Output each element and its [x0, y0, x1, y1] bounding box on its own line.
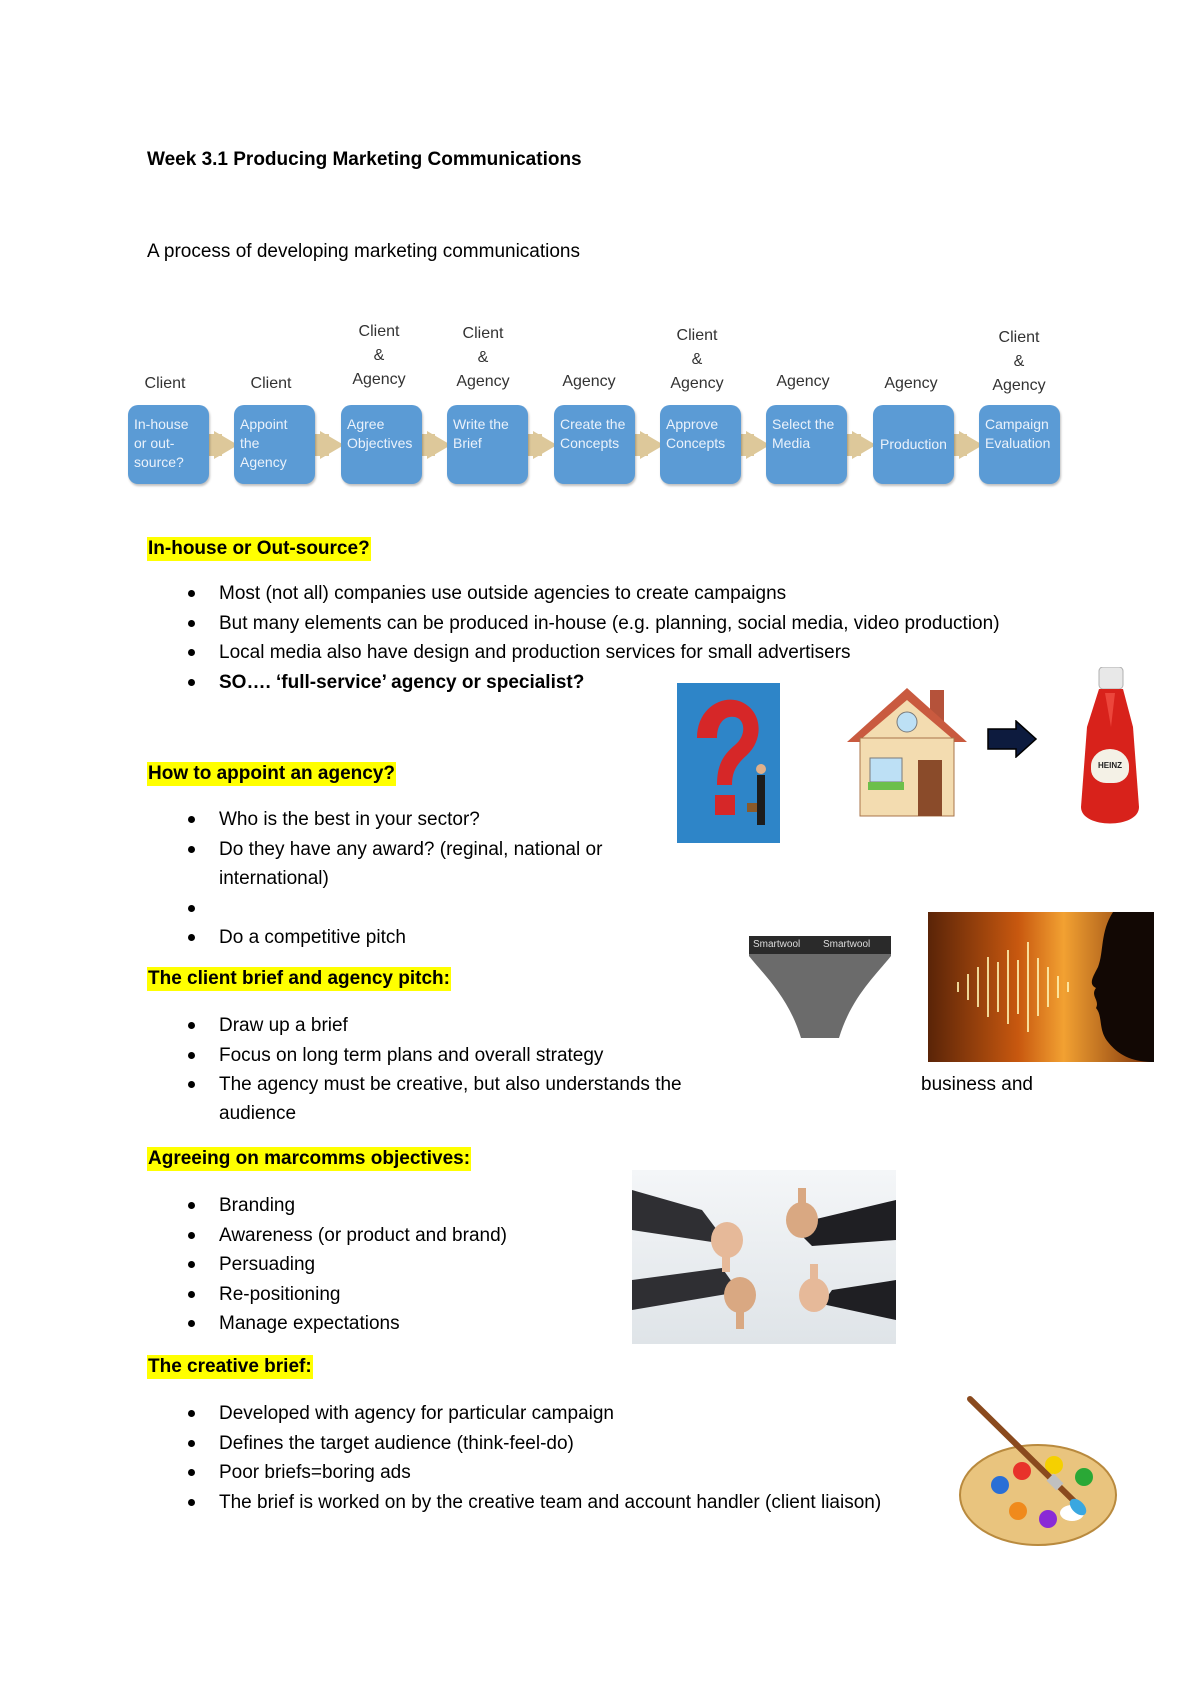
section-heading: The creative brief:: [148, 1356, 312, 1377]
intro-text: A process of developing marketing communications: [147, 241, 581, 262]
continuation-text: business and: [921, 1074, 1033, 1095]
bullet-list: [147, 1011, 682, 1100]
list-item: Do they have any award? (reginal, national or international): [147, 835, 667, 894]
waistband-text-1: Smartwool: [753, 939, 801, 950]
role-label: Agency: [776, 373, 830, 390]
list-item: The agency must be creative, but also understands the: [147, 1070, 682, 1100]
role-label: Agency: [884, 375, 938, 392]
role-label: Client & Agency: [670, 327, 724, 392]
bullet-list: [147, 1191, 507, 1339]
question-mark-image: [677, 683, 780, 843]
arrow-right-icon: [986, 720, 1038, 758]
list-item: Do a competitive pitch: [147, 923, 667, 953]
section-heading: The client brief and agency pitch:: [148, 968, 450, 989]
list-item: Re-positioning: [147, 1280, 507, 1310]
role-label: Client & Agency: [456, 325, 510, 390]
list-item: Developed with agency for particular campaign: [147, 1399, 907, 1429]
continuation-text: audience: [219, 1103, 297, 1124]
list-item: Most (not all) companies use outside agencies to create campaigns: [147, 579, 1000, 609]
bullet-list: [147, 1399, 907, 1517]
list-item: Local media also have design and production services for small advertisers: [147, 638, 1000, 668]
step-write-brief: Write the Brief: [447, 405, 528, 484]
brand-label: HEINZ: [1091, 749, 1129, 783]
step-create-concepts: Create the Concepts: [554, 405, 635, 484]
list-item: Draw up a brief: [147, 1011, 682, 1041]
list-item: SO…. ‘full-service’ agency or specialist?: [147, 668, 1000, 698]
list-item: Poor briefs=boring ads: [147, 1458, 907, 1488]
role-label: Client & Agency: [352, 323, 406, 388]
role-label: Client: [144, 375, 186, 392]
step-campaign-evaluation: Campaign Evaluation: [979, 405, 1060, 484]
section-heading: Agreeing on marcomms objectives:: [148, 1148, 471, 1169]
list-item: Manage expectations: [147, 1309, 507, 1339]
list-item: Focus on long term plans and overall strategy: [147, 1041, 682, 1071]
list-item: Persuading: [147, 1250, 507, 1280]
role-label: Agency: [562, 373, 616, 390]
list-item: Defines the target audience (think-feel-do): [147, 1429, 907, 1459]
list-item: Awareness (or product and brand): [147, 1221, 507, 1251]
section-heading: How to appoint an agency?: [148, 763, 396, 784]
list-item: The brief is worked on by the creative team and account handler (client liaison): [147, 1488, 907, 1518]
bullet-list: [147, 805, 667, 953]
underwear-image: [743, 928, 895, 1044]
step-agree-objectives: Agree Objectives: [341, 405, 422, 484]
role-label: Client & Agency: [992, 329, 1046, 394]
house-image: [842, 680, 972, 820]
list-item: [147, 894, 667, 924]
waistband-text-2: Smartwool: [823, 939, 871, 950]
step-production: Production: [873, 405, 954, 484]
step-select-media: Select the Media: [766, 405, 847, 484]
paint-palette-image: [952, 1393, 1120, 1548]
role-label: Client: [250, 375, 292, 392]
step-approve-concepts: Approve Concepts: [660, 405, 741, 484]
voice-sound-image: [928, 912, 1154, 1062]
section-heading: In-house or Out-source?: [148, 538, 370, 559]
page-title: Week 3.1 Producing Marketing Communications: [147, 149, 582, 170]
thumbs-up-down-image: [632, 1170, 896, 1344]
list-item: Who is the best in your sector?: [147, 805, 667, 835]
list-item: Branding: [147, 1191, 507, 1221]
list-item: But many elements can be produced in-house (e.g. planning, social media, video production): [147, 609, 1000, 639]
ketchup-bottle-image: [1075, 667, 1145, 837]
step-in-house: In-house or out-source?: [128, 405, 209, 484]
step-appoint-agency: Appoint the Agency: [234, 405, 315, 484]
